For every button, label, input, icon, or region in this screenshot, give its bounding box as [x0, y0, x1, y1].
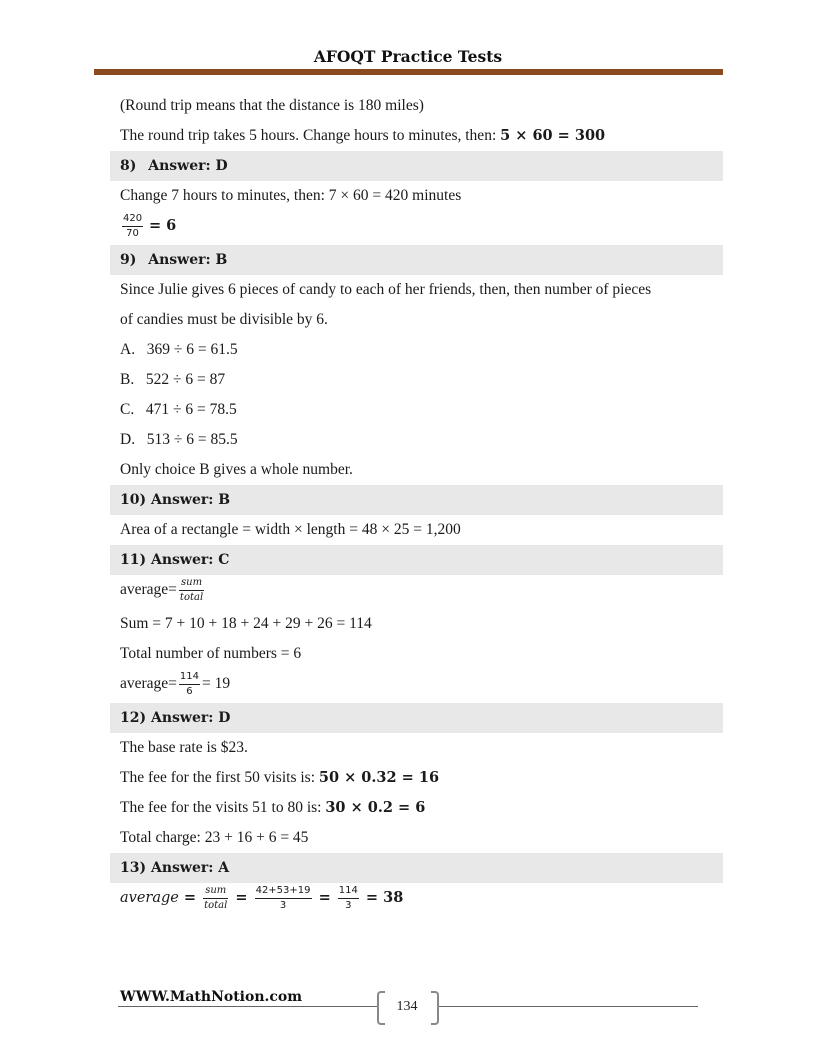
numerator: sum [179, 577, 204, 591]
denominator: 3 [279, 899, 287, 911]
fraction-line [110, 669, 723, 703]
answer-content [110, 91, 723, 921]
page-header-title: AFOQT Practice Tests [313, 47, 503, 66]
right-bracket-icon [431, 991, 439, 1025]
math-expression: 5 × 60 = 300 [500, 127, 606, 144]
equation-line [110, 883, 723, 921]
text-line: Area of a rectangle = width × length = 48 × 25 = 1,200 [120, 521, 461, 538]
text: The round trip takes 5 hours. Change hours to minutes, then: [120, 127, 501, 144]
text-line: Total number of numbers = 6 [120, 645, 302, 662]
page-number: 134 [377, 990, 437, 1024]
answer-heading-8: 8) Answer: D [110, 151, 723, 181]
answer-heading-11: 11) Answer: C [110, 545, 723, 575]
fraction [179, 671, 200, 698]
numerator: 42+53+19 [255, 885, 312, 899]
left-bracket-icon [377, 991, 385, 1025]
variable: average [120, 890, 179, 906]
math-expression: 30 × 0.2 = 6 [325, 799, 426, 816]
text: average= [120, 675, 177, 692]
text-line [110, 121, 723, 151]
text-line: Total charge: 23 + 16 + 6 = 45 [120, 829, 309, 846]
fraction-line [110, 575, 723, 609]
denominator: 3 [345, 899, 352, 911]
choice-c: C. 471 ÷ 6 = 78.5 [120, 401, 237, 418]
text: The fee for the visits 51 to 80 is: [120, 799, 326, 816]
equals: = [313, 889, 336, 906]
text-line: Since Julie gives 6 pieces of candy to each of her friends, then, then number of pieces [120, 281, 652, 298]
text: average= [120, 581, 177, 598]
answer-heading-10: 10) Answer: B [110, 485, 723, 515]
denominator: 6 [186, 685, 193, 697]
answer-heading-12: 12) Answer: D [110, 703, 723, 733]
denominator: 70 [126, 227, 139, 239]
header-rule [94, 69, 723, 75]
math-expression: 50 × 0.32 = 16 [318, 769, 440, 786]
text-line [110, 763, 723, 793]
text-line: Change 7 hours to minutes, then: 7 × 60 = 420 minutes [120, 187, 462, 204]
math-result: = 38 [360, 889, 404, 906]
fraction [203, 885, 228, 912]
equals: = [178, 889, 202, 906]
choice-a: A. 369 ÷ 6 = 61.5 [120, 341, 238, 358]
numerator: 420 [122, 213, 143, 227]
text: = 19 [202, 675, 231, 692]
fraction [122, 213, 143, 240]
text-line: The base rate is $23. [120, 739, 248, 756]
numerator: sum [203, 885, 228, 899]
math-result: = 6 [148, 217, 177, 234]
fraction [179, 577, 204, 604]
choice-d: D. 513 ÷ 6 = 85.5 [120, 431, 238, 448]
denominator: total [204, 899, 228, 911]
numerator: 114 [179, 671, 200, 685]
text-line: Sum = 7 + 10 + 18 + 24 + 29 + 26 = 114 [120, 615, 372, 632]
footer-website: WWW.MathNotion.com [120, 989, 303, 1005]
text: The fee for the first 50 visits is: [120, 769, 319, 786]
fraction [255, 885, 312, 912]
equals: = [230, 889, 253, 906]
text-line: Only choice B gives a whole number. [120, 461, 353, 478]
answer-heading-13: 13) Answer: A [110, 853, 723, 883]
numerator: 114 [338, 885, 359, 899]
fraction-line [110, 211, 723, 245]
text-line: (Round trip means that the distance is 180 miles) [120, 97, 424, 114]
text-line: of candies must be divisible by 6. [120, 311, 328, 328]
denominator: total [179, 591, 204, 603]
text-line [110, 793, 723, 823]
fraction [338, 885, 359, 912]
answer-heading-9: 9) Answer: B [110, 245, 723, 275]
choice-b: B. 522 ÷ 6 = 87 [120, 371, 226, 388]
